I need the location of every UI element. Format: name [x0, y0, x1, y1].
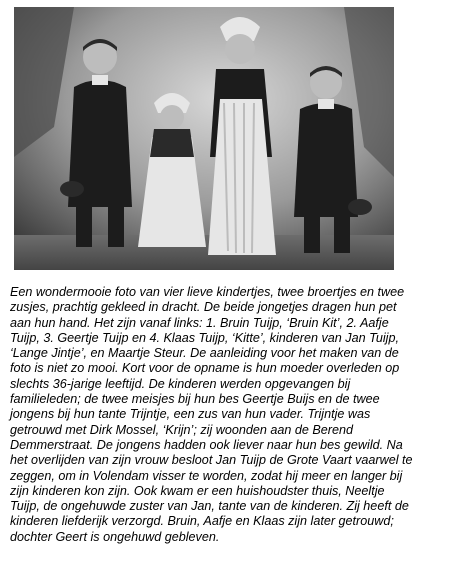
- caption-line: dochter Geert is ongehuwd gebleven.: [10, 529, 220, 544]
- caption-line: slechts 36-jarige leeftijd. De kinderen werden opgevangen bij: [10, 376, 351, 391]
- caption-line: het overlijden van zijn vrouw besloot Jan Tuijp de Grote Vaart vaarwel te: [10, 453, 413, 468]
- caption-line: Demmerstraat. De jongens hadden ook liever naar hun bes gewild. Na: [10, 437, 403, 452]
- caption-line: Tuijp, 3. Geertje Tuijp en 4. Klaas Tuijp, ‘Kitte’, kinderen van Jan Tuijp,: [10, 330, 399, 345]
- caption-line: Tuijp, de ongehuwde zuster van Jan, tante van de kinderen. Zij heeft de: [10, 499, 409, 514]
- caption-line: foto is niet zo mooi. Kort voor de opname is hun moeder overleden op: [10, 361, 400, 376]
- caption-line: Een wondermooie foto van vier lieve kindertjes, twee broertjes en twee: [10, 285, 405, 299]
- caption-line: aan hun hand. Het zijn vanaf links: 1. Bruin Tuijp, ‘Bruin Kit’, 2. Aafje: [10, 315, 389, 330]
- photo-caption: [10, 285, 456, 545]
- caption-line: zusjes, prachtig gekleed in dracht. De beide jongetjes dragen hun pet: [10, 300, 397, 315]
- photo-illustration: [14, 7, 394, 270]
- caption-line: familieleden; de twee meisjes bij hun bes Geertje Buijs en de twee: [10, 392, 380, 407]
- caption-line: zeggen, om in Volendam visser te worden, zodat hij meer en langer bij: [10, 468, 403, 483]
- family-photo: [14, 7, 394, 270]
- caption-line: jongens bij hun tante Trijntje, een zus van hun vader. Trijntje was: [10, 407, 371, 422]
- caption-line: zijn kinderen kon zijn. Ook kwam er een huishoudster thuis, Neeltje: [10, 483, 385, 498]
- caption-line: ‘Lange Jintje’, en Maartje Steur. De aanleiding voor het maken van de: [10, 346, 399, 361]
- caption-line: getrouwd met Dirk Mossel, ‘Krijn’; zij woonden aan de Berend: [10, 422, 353, 437]
- caption-line: kinderen liefderijk verzorgd. Bruin, Aafje en Klaas zijn later getrouwd;: [10, 514, 394, 529]
